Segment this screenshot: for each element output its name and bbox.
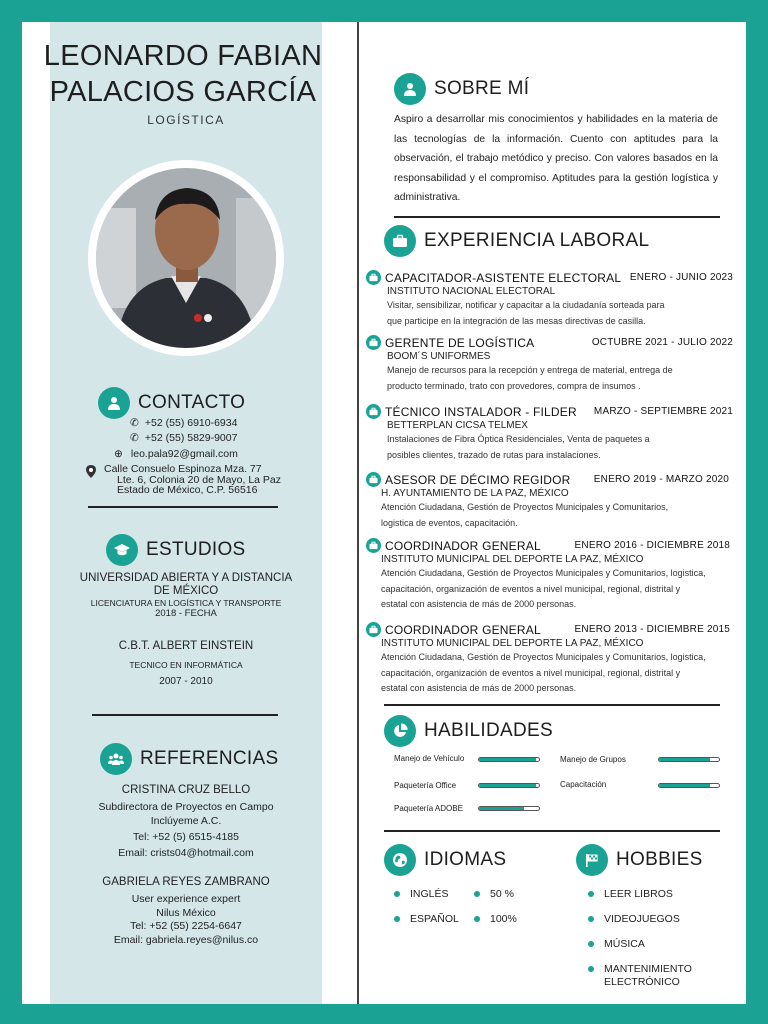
divider xyxy=(384,704,720,706)
skill-bar xyxy=(478,806,540,811)
divider xyxy=(92,714,278,716)
hobby-item: MANTENIMIENTO ELECTRÓNICO xyxy=(588,963,692,989)
education-heading: ESTUDIOS xyxy=(106,534,246,566)
globe-icon xyxy=(384,844,416,876)
education-item: C.B.T. ALBERT EINSTEIN TECNICO EN INFORMÁTICA 2007 - 2010 xyxy=(118,640,254,687)
column-divider xyxy=(357,22,359,1004)
references-heading: REFERENCIAS xyxy=(100,743,278,775)
skill-bar xyxy=(478,783,540,788)
briefcase-icon xyxy=(366,622,381,637)
hobby-item: LEER LIBROS xyxy=(588,888,673,900)
group-icon xyxy=(100,743,132,775)
skill-bar xyxy=(478,757,540,762)
user-icon xyxy=(98,387,130,419)
profile-photo xyxy=(96,168,276,348)
resume-page xyxy=(22,22,746,1004)
experience-item: COORDINADOR GENERAL ENERO 2013 - DICIEMBRE 2015 INSTITUTO MUNICIPAL DEL DEPORTE LA PAZ, MÉXICO Atención Ciudadana, Gestión de Proyectos Municipales y Comunitarios, logistica, capacitación, organización de eventos a nivel municipal, regional, distrital y estatal con asistencia de más de 2000 personas. xyxy=(366,622,746,697)
briefcase-icon xyxy=(366,538,381,553)
phone-icon: ✆ xyxy=(130,432,139,444)
skill-label: Paquetería ADOBE xyxy=(394,804,463,813)
location-pin-icon xyxy=(86,465,96,478)
experience-item: ASESOR DE DÉCIMO REGIDOR ENERO 2019 - MARZO 2020 H. AYUNTAMIENTO DE LA PAZ, MÉXICO Atención Ciudadana, Gestión de Proyectos Municipales y Comunitarios, logistica de eventos, capacitación. xyxy=(366,472,746,531)
phone-1: ✆ +52 (55) 6910-6934 xyxy=(130,417,238,429)
phone-2: ✆ +52 (55) 5829-9007 xyxy=(130,432,238,444)
divider xyxy=(394,216,720,218)
candidate-role: LOGÍSTICA xyxy=(147,113,225,127)
skill-label: Manejo de Grupos xyxy=(560,755,626,764)
skill-label: Capacitación xyxy=(560,780,607,789)
divider xyxy=(88,506,278,508)
about-heading: SOBRE MÍ xyxy=(394,73,529,105)
reference-item: GABRIELA REYES ZAMBRANO User experience expert Nilus México Tel: +52 (55) 2254-6647 Email: gabriela.reyes@nilus.co xyxy=(102,876,270,946)
experience-heading: EXPERIENCIA LABORAL xyxy=(384,225,649,257)
skill-label: Paquetería Office xyxy=(394,781,457,790)
briefcase-icon xyxy=(366,404,381,419)
skill-bar xyxy=(658,783,720,788)
briefcase-icon xyxy=(366,270,381,285)
email-line: ⊕ leo.pala92@gmail.com xyxy=(114,448,238,460)
candidate-name: LEONARDO FABIAN PALACIOS GARCÍA xyxy=(43,40,323,108)
hobby-item: VIDEOJUEGOS xyxy=(588,913,680,925)
about-text: Aspiro a desarrollar mis conocimientos y habilidades en la materia de las tecnologías de la información. Cuento con aptitudes para la observación, el trabajo metódico y preciso. Con valores basados en la responsabilidad y el compromiso. Aptitudes para la gestión logística y administrativa. xyxy=(394,114,718,203)
briefcase-icon xyxy=(366,472,381,487)
globe-icon: ⊕ xyxy=(114,448,123,460)
skills-heading: HABILIDADES xyxy=(384,715,553,747)
user-badge-icon xyxy=(394,73,426,105)
language-item: INGLÉS xyxy=(394,888,449,900)
address-line: Calle Consuelo Espinoza Mza. 77 Lte. 6, Colonia 20 de Mayo, La Paz Estado de México, C.P. 56516 xyxy=(86,464,281,496)
experience-item: CAPACITADOR-ASISTENTE ELECTORAL ENERO - JUNIO 2023 INSTITUTO NACIONAL ELECTORAL Visitar, sensibilizar, notificar y capacitar a la ciudadanía sorteada para que participe en la integración de las mesas directivas de casilla. xyxy=(366,270,746,329)
pie-chart-icon xyxy=(384,715,416,747)
graduation-cap-icon xyxy=(106,534,138,566)
experience-item: COORDINADOR GENERAL ENERO 2016 - DICIEMBRE 2018 INSTITUTO MUNICIPAL DEL DEPORTE LA PAZ, MÉXICO Atención Ciudadana, Gestión de Proyectos Municipales y Comunitarios, logistica, capacitación, organización de eventos a nivel municipal, regional, distrital y estatal con asistencia de más de 2000 personas. xyxy=(366,538,746,613)
divider xyxy=(384,830,720,832)
language-level: 50 % xyxy=(474,888,514,900)
experience-item: TÉCNICO INSTALADOR - FILDER MARZO - SEPTIEMBRE 2021 BETTERPLAN CICSA TELMEX Instalaciones de Fibra Óptica Residenciales, Venta de paquetes a posibles clientes, trazado de rutas para instalaciones. xyxy=(366,404,746,463)
hobby-item: MÚSICA xyxy=(588,938,645,950)
experience-item: GERENTE DE LOGÍSTICA OCTUBRE 2021 - JULIO 2022 BOOM´S UNIFORMES Manejo de recursos para la recepción y entrega de material, entrega de producto terminado, trato con provedores, compra de insumos . xyxy=(366,335,746,394)
hobbies-heading: HOBBIES xyxy=(576,844,703,876)
phone-icon: ✆ xyxy=(130,417,139,429)
education-item: UNIVERSIDAD ABIERTA Y A DISTANCIA DE MÉXICO LICENCIATURA EN LOGÍSTICA Y TRANSPORTE 2018 - FECHA xyxy=(79,572,293,619)
skill-label: Manejo de Vehículo xyxy=(394,754,465,763)
language-level: 100% xyxy=(474,913,517,925)
briefcase-icon xyxy=(384,225,416,257)
contact-heading: CONTACTO xyxy=(98,387,245,419)
flag-icon xyxy=(576,844,608,876)
languages-heading: IDIOMAS xyxy=(384,844,506,876)
language-item: ESPAÑOL xyxy=(394,913,459,925)
briefcase-icon xyxy=(366,335,381,350)
skill-bar xyxy=(658,757,720,762)
reference-item: CRISTINA CRUZ BELLO Subdirectora de Proyectos en Campo Inclúyeme A.C. Tel: +52 (5) 6515-4185 Email: crists04@hotmail.com xyxy=(98,784,274,859)
